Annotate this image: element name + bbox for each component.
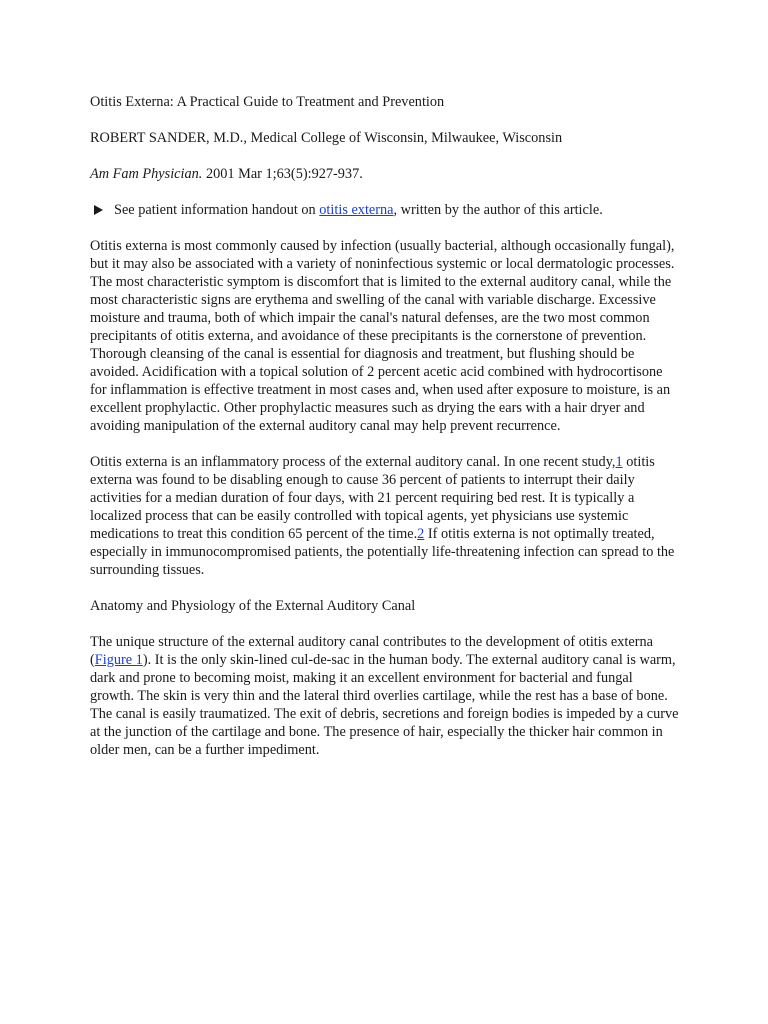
citation bbox=[90, 165, 680, 183]
bullet-arrow-icon bbox=[94, 205, 103, 215]
abstract-paragraph: Otitis externa is most commonly caused by infection (usually bacterial, although occasionally fungal), but it may also be associated with a variety of noninfectious systemic or local dermatologic processes. The most characteristic symptom is discomfort that is limited to the external auditory canal, while the most characteristic signs are erythema and swelling of the canal with variable discharge. Excessive moisture and trauma, both of which impair the canal's natural defenses, are the two most common precipitants of otitis externa, and avoidance of these precipitants is the cornerstone of prevention. Thorough cleansing of the canal is essential for diagnosis and treatment, but flushing should be avoided. Acidification with a topical solution of 2 percent acetic acid combined with hydrocortisone for inflammation is effective treatment in most cases and, when used after exposure to moisture, is an excellent prophylactic. Other prophylactic measures such as drying the ears with a hair dryer and avoiding manipulation of the external auditory canal may help prevent recurrence. bbox=[90, 238, 675, 434]
otitis-externa-handout-link[interactable]: otitis externa bbox=[319, 202, 394, 218]
section-heading: Anatomy and Physiology of the External Auditory Canal bbox=[90, 598, 416, 614]
intro-text-2: otitis externa was found to be disabling enough to cause 36 percent of patients to interrupt their daily activities for a median duration of four days, with 21 percent requiring bed rest. It is typically a localized process that can be easily controlled with topical agents, yet physicians use systemic medications to treat this condition 65 percent of the time. bbox=[90, 454, 655, 542]
anatomy-paragraph bbox=[90, 633, 680, 759]
intro-text-1: Otitis externa is an inflammatory process of the external auditory canal. In one recent study, bbox=[90, 454, 616, 470]
intro-text-3: If otitis externa is not optimally treated, especially in immunocompromised patients, the potentially life-threatening infection can spread to the surrounding tissues. bbox=[90, 526, 675, 578]
intro-paragraph bbox=[90, 453, 680, 579]
anatomy-text-2: ). It is the only skin-lined cul-de-sac in the human body. The external auditory canal is warm, dark and prone to becoming moist, making it an excellent environment for bacterial and fungal growth. The skin is very thin and the lateral third overlies cartilage, while the rest has a base of bone. The canal is easily traumatized. The exit of debris, secretions and foreign bodies is impeded by a curve at the junction of the cartilage and bone. The presence of hair, especially the thicker hair common in older men, can be a further impediment. bbox=[90, 652, 679, 758]
handout-suffix: , written by the author of this article. bbox=[393, 202, 603, 218]
handout-prefix: See patient information handout on bbox=[114, 202, 320, 218]
document-page bbox=[90, 93, 680, 777]
citation-details: 2001 Mar 1;63(5):927-937. bbox=[202, 166, 363, 182]
article-title: Otitis Externa: A Practical Guide to Treatment and Prevention bbox=[90, 94, 445, 110]
handout-note bbox=[90, 201, 680, 219]
figure-1-link[interactable]: Figure 1 bbox=[94, 652, 143, 668]
author-line: ROBERT SANDER, M.D., Medical College of Wisconsin, Milwaukee, Wisconsin bbox=[90, 130, 563, 146]
reference-link-2[interactable]: 2 bbox=[417, 526, 425, 542]
journal-name: Am Fam Physician. bbox=[90, 166, 203, 182]
reference-link-1[interactable]: 1 bbox=[615, 454, 623, 470]
handout-text bbox=[114, 201, 603, 219]
anatomy-text-1: The unique structure of the external auditory canal contributes to the development of otitis externa ( bbox=[90, 634, 653, 668]
